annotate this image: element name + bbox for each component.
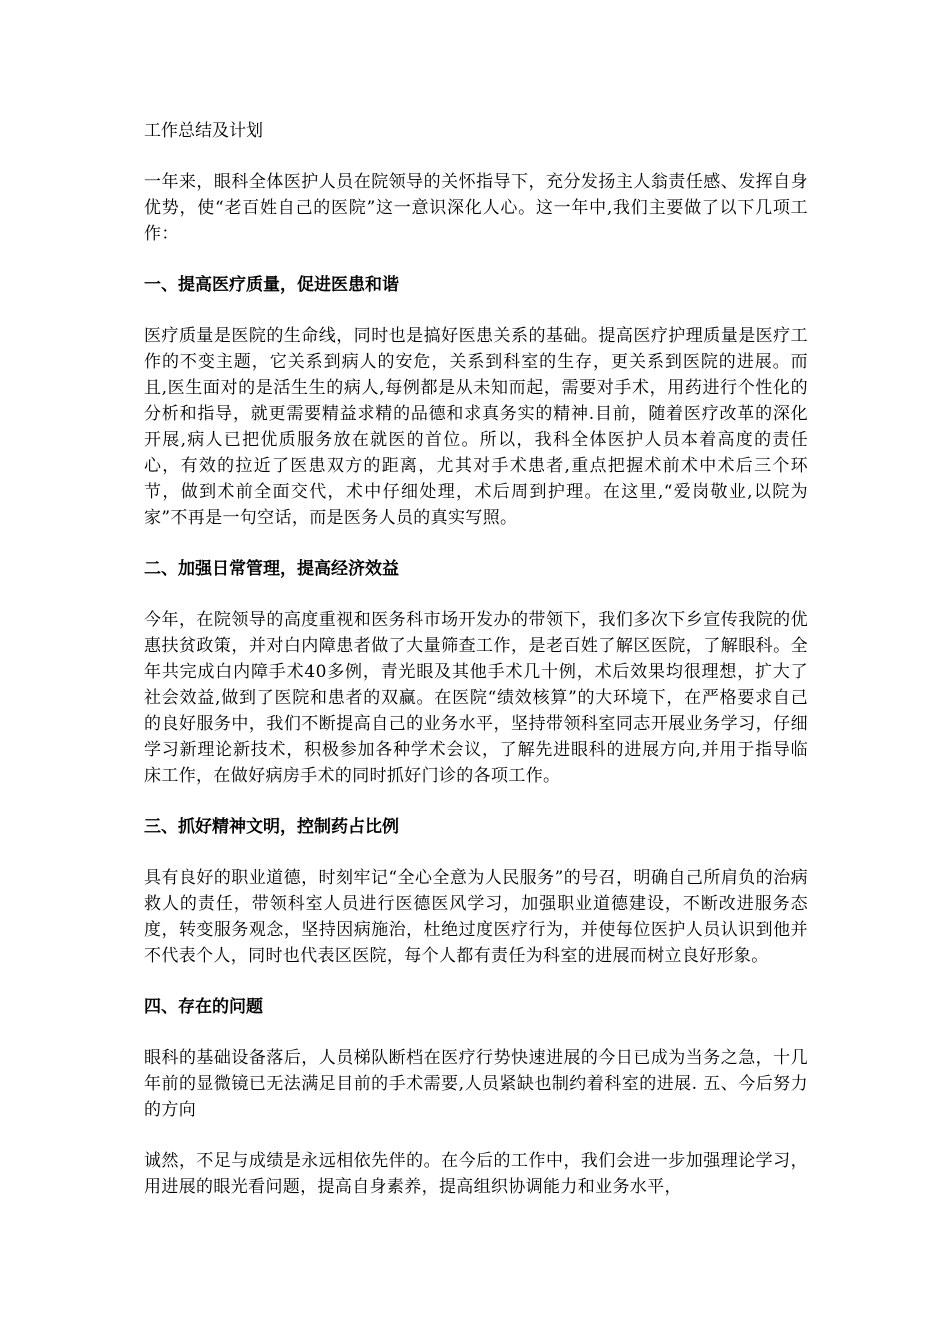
section-1-heading: 一、提高医疗质量，促进医患和谐 [144,275,399,295]
section-2-body: 今年，在院领导的高度重视和医务科市场开发办的带领下，我们多次下乡宣传我院的优惠扶贫政策，并对白内障患者做了大量筛查工作，是老百姓了解区医院，了解眼科。全年共完成白内障手术40多例，青光眼及其他手术几十例，术后效果均很理想，扩大了社会效益,做到了医院和患者的双赢。在医院“绩效核算”的大环境下，在严格要求自己的良好服务中，我们不断提高自己的业务水平，坚持带领科室同志开展业务学习，仔细学习新理论新技术，积极参加各种学术会议，了解先进眼科的进展方向,并用于指导临床工作，在做好病房手术的同时抓好门诊的各项工作。 [144,610,808,786]
document-title: 工作总结及计划 [144,121,263,141]
closing-paragraph: 诚然，不足与成绩是永远相依先伴的。在今后的工作中，我们会进一步加强理论学习，用进展的眼光看问题，提高自身素养，提高组织协调能力和业务水平， [144,1151,808,1197]
document-page [144,118,808,1225]
section-4-heading: 四、存在的问题 [144,997,263,1017]
intro-paragraph: 一年来，眼科全体医护人员在院领导的关怀指导下，充分发扬主人翁责任感、发挥自身优势，使“老百姓自己的医院”这一意识深化人心。这一年中,我们主要做了以下几项工作： [144,172,808,244]
section-2-heading: 二、加强日常管理，提高经济效益 [144,559,399,579]
section-4-body: 眼科的基础设备落后，人员梯队断档在医疗行势快速进展的今日已成为当务之急，十几年前的显微镜已无法满足目前的手术需要,人员紧缺也制约着科室的进展. 五、今后努力的方向 [144,1048,808,1120]
section-1-body: 医疗质量是医院的生命线，同时也是搞好医患关系的基础。提高医疗护理质量是医疗工作的不变主题，它关系到病人的安危，关系到科室的生存，更关系到医院的进展。而且,医生面对的是活生生的病人,每例都是从未知而起，需要对手术，用药进行个性化的分析和指导，就更需要精益求精的品德和求真务实的精神.目前，随着医疗改革的深化开展,病人已把优质服务放在就医的首位。所以，我科全体医护人员本着高度的责任心，有效的拉近了医患双方的距离，尤其对手术患者,重点把握术前术中术后三个环节，做到术前全面交代，术中仔细处理，术后周到护理。在这里,“爱岗敬业,以院为家”不再是一句空话，而是医务人员的真实写照。 [144,326,808,528]
section-3-body: 具有良好的职业道德，时刻牢记“全心全意为人民服务”的号召，明确自己所肩负的治病救人的责任，带领科室人员进行医德医风学习，加强职业道德建设，不断改进服务态度，转变服务观念，坚持因病施治，杜绝过度医疗行为，并使每位医护人员认识到他并不代表个人，同时也代表区医院，每个人都有责任为科室的进展而树立良好形象。 [144,868,808,966]
section-3-heading: 三、抓好精神文明，控制药占比例 [144,817,399,837]
